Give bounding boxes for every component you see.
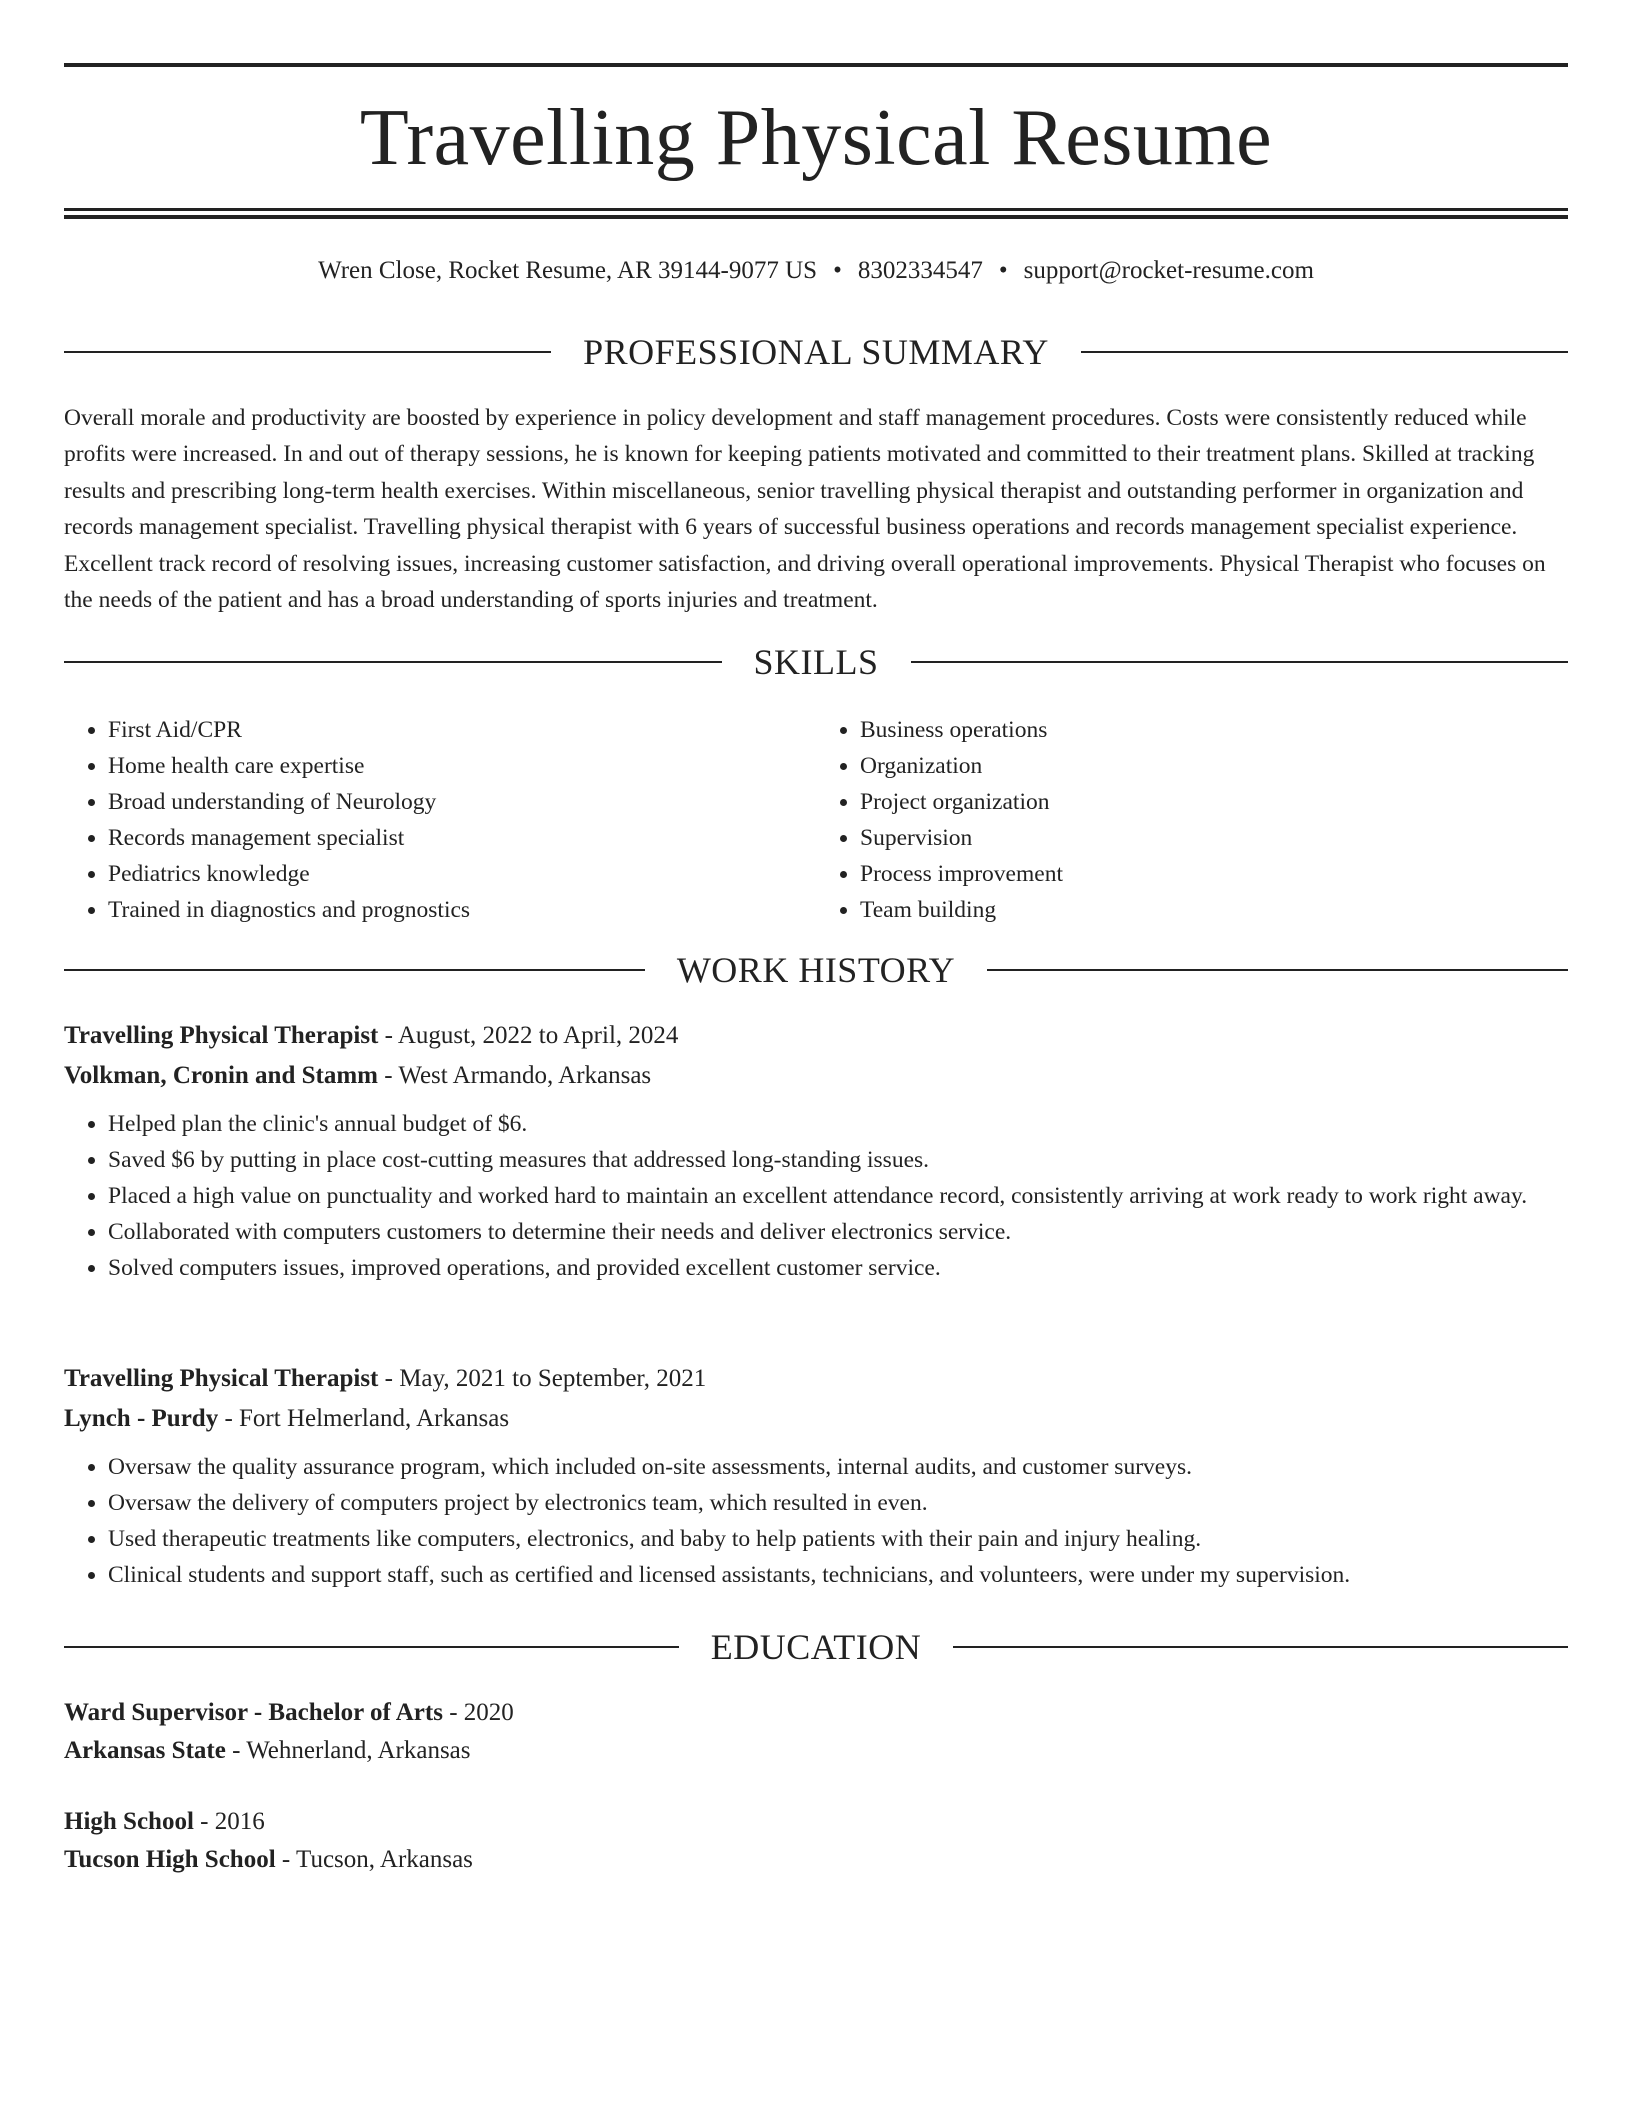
section-heading-education <box>64 1625 1568 1669</box>
education-degree-line <box>64 1694 1568 1732</box>
contact-email: support@rocket-resume.com <box>1023 257 1314 284</box>
skill-item: • Broad understanding of Neurology <box>108 784 816 820</box>
heading-label: WORK HISTORY <box>676 950 956 990</box>
heading-label: PROFESSIONAL SUMMARY <box>583 332 1049 372</box>
skill-item: • Business operations <box>860 712 1568 748</box>
skill-item: • Process improvement <box>860 856 1568 892</box>
job-entry <box>64 1016 1568 1286</box>
job-location: - Fort Helmerland, Arkansas <box>218 1405 510 1432</box>
section-heading-work-history <box>64 948 1568 992</box>
skill-item: • Pediatrics knowledge <box>108 856 816 892</box>
education-degree: Ward Supervisor - Bachelor of Arts <box>64 1699 443 1726</box>
education-location: - Tucson, Arkansas <box>275 1846 473 1873</box>
job-entry <box>64 1359 1568 1593</box>
resume-title: Travelling Physical Resume <box>359 94 1273 182</box>
job-dates: - May, 2021 to September, 2021 <box>378 1365 707 1392</box>
skills-columns <box>64 712 1568 928</box>
job-company-line <box>64 1399 1568 1439</box>
skill-item: • Records management specialist <box>108 820 816 856</box>
job-company: Lynch - Purdy <box>64 1405 219 1432</box>
education-degree: High School <box>64 1808 194 1835</box>
job-bullet: • Oversaw the delivery of computers project by electronics team, which resulted in even. <box>108 1485 1568 1521</box>
heading-rule <box>1081 351 1568 353</box>
job-bullet: • Helped plan the clinic's annual budget of $6. <box>108 1106 1568 1142</box>
job-bullet: • Used therapeutic treatments like computers, electronics, and baby to help patients with their pain and injury healing. <box>108 1521 1568 1557</box>
job-title-line <box>64 1359 1568 1399</box>
skill-item: • First Aid/CPR <box>108 712 816 748</box>
summary-paragraph: Overall morale and productivity are boosted by experience in policy development and staff management procedures. Costs were consistently reduced while profits were increased. In and out of therapy sessions, he is known for keeping patients motivated and committed to their treatment plans. Skilled at tracking results and prescribing long-term health exercises. Within miscellaneous, senior travelling physical therapist and outstanding performer in organization and records management specialist. Travelling physical therapist with 6 years of successful business operations and records management specialist experience. Excellent track record of resolving issues, increasing customer satisfaction, and driving overall operational improvements. Physical Therapist who focuses on the needs of the patient and has a broad understanding of sports injuries and treatment. <box>64 405 1546 614</box>
contact-separator: • <box>833 257 842 284</box>
job-title: Travelling Physical Therapist <box>64 1365 379 1392</box>
education-school-line <box>64 1841 1568 1879</box>
skill-item: • Organization <box>860 748 1568 784</box>
job-company-line <box>64 1056 1568 1096</box>
section-heading-skills <box>64 640 1568 684</box>
skill-item: • Supervision <box>860 820 1568 856</box>
job-bullet: • Saved $6 by putting in place cost-cutting measures that addressed long-standing issues. <box>108 1142 1568 1178</box>
contact-phone: 8302334547 <box>857 257 983 284</box>
job-bullet: • Placed a high value on punctuality and worked hard to maintain an excellent attendance record, consistently arriving at work ready to work right away. <box>108 1178 1568 1214</box>
contact-line <box>64 255 1568 287</box>
heading-label: EDUCATION <box>710 1627 922 1667</box>
education-year: - 2016 <box>193 1808 265 1835</box>
education-entry <box>64 1694 1568 1770</box>
skills-list-left <box>64 712 816 928</box>
skills-list-right <box>816 712 1568 928</box>
job-title: Travelling Physical Therapist <box>64 1022 379 1049</box>
job-bullet: • Oversaw the quality assurance program, which included on-site assessments, internal audits, and customer surveys. <box>108 1449 1568 1485</box>
heading-rule <box>64 351 551 353</box>
heading-rule <box>911 661 1569 663</box>
education-school: Tucson High School <box>64 1846 276 1873</box>
education-location: - Wehnerland, Arkansas <box>225 1737 471 1764</box>
contact-address: Wren Close, Rocket Resume, AR 39144-9077 US <box>318 257 818 284</box>
heading-rule <box>64 1646 679 1648</box>
heading-rule <box>64 661 722 663</box>
job-location: - West Armando, Arkansas <box>377 1062 652 1089</box>
job-company: Volkman, Cronin and Stamm <box>64 1062 378 1089</box>
contact-separator: • <box>998 257 1008 284</box>
heading-rule <box>64 969 645 971</box>
heading-label: SKILLS <box>753 642 879 682</box>
job-bullet: • Clinical students and support staff, such as certified and licensed assistants, technicians, and volunteers, were under my supervision. <box>108 1557 1568 1593</box>
skill-item: • Trained in diagnostics and prognostics <box>108 892 816 928</box>
skill-item: • Home health care expertise <box>108 748 816 784</box>
education-school: Arkansas State <box>64 1737 226 1764</box>
skill-item: • Team building <box>860 892 1568 928</box>
job-bullet: • Collaborated with computers customers to determine their needs and deliver electronics service. <box>108 1214 1568 1250</box>
job-dates: - August, 2022 to April, 2024 <box>378 1022 679 1049</box>
job-bullets <box>64 1106 1568 1286</box>
education-school-line <box>64 1732 1568 1770</box>
skill-item: • Project organization <box>860 784 1568 820</box>
heading-rule <box>987 969 1568 971</box>
job-title-line <box>64 1016 1568 1056</box>
education-entry <box>64 1803 1568 1879</box>
education-year: - 2020 <box>442 1699 514 1726</box>
title-double-rule <box>64 208 1568 219</box>
job-bullet: • Solved computers issues, improved operations, and provided excellent customer service. <box>108 1250 1568 1286</box>
heading-rule <box>953 1646 1568 1648</box>
education-degree-line <box>64 1803 1568 1841</box>
job-bullets <box>64 1449 1568 1593</box>
section-heading-summary <box>64 330 1568 374</box>
top-rule <box>64 63 1568 67</box>
